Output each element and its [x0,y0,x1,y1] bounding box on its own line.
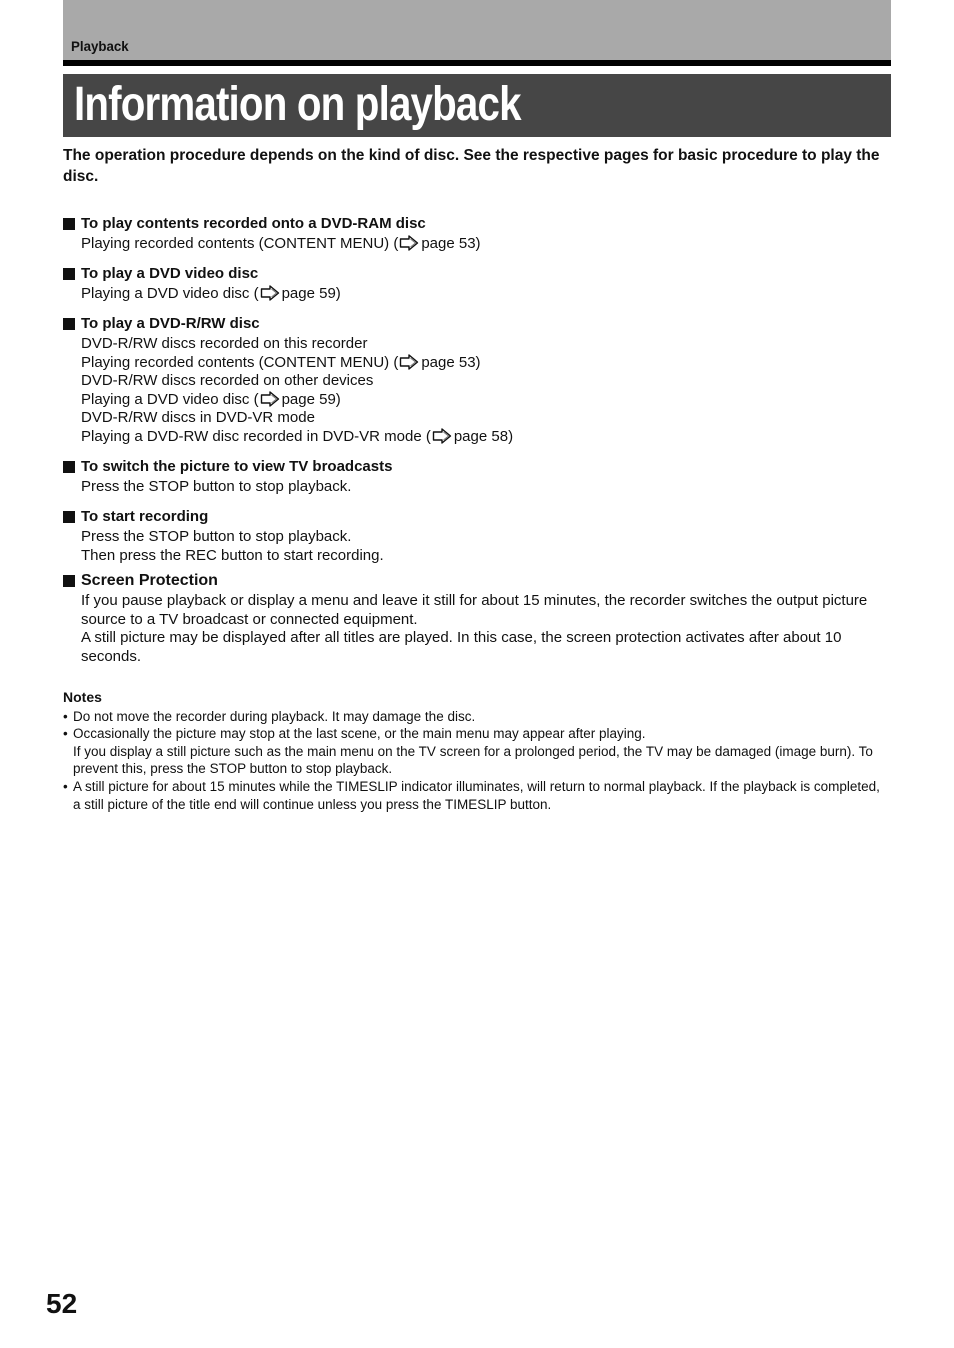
title-bar [63,74,891,137]
reference-line: Playing a DVD video disc ( page 59) [81,390,341,408]
note-item: • Do not move the recorder during playback. It may damage the disc. [63,708,476,724]
square-bullet-icon [63,218,75,230]
page-reference-arrow-icon [260,285,280,301]
square-bullet-icon [63,268,75,280]
notes-block [63,689,891,813]
reference-line: Playing recorded contents (CONTENT MENU) ( page 53) [81,353,481,371]
header-band [63,0,891,60]
page-title: Information on playback [74,78,521,131]
note-sub-text: If you display a still picture such as the main menu on the TV screen for a prolonged period, the TV may be damaged (image burn). To prevent this, press the STOP button to stop playback. [73,743,873,777]
page-number: 52 [46,1288,78,1319]
reference-line: Playing a DVD video disc ( page 59) [81,285,341,302]
body-line: DVD-R/RW discs recorded on other devices [81,372,374,389]
section-heading: To start recording [63,507,891,526]
body-paragraph: If you pause playback or display a menu and leave it still for about 15 minutes, the recorder switches the output picture source to a TV broadcast or connected equipment. [81,592,868,628]
section-start-recording [63,507,891,565]
square-bullet-icon [63,511,75,523]
note-item: • Occasionally the picture may stop at the last scene, or the main menu may appear after playing. If you display a still picture such as the main menu on the TV screen for a prolonged period, the TV may be damaged (image burn). To prevent this, press the STOP button to stop playback. [63,725,891,778]
section-dvd-video [63,264,891,304]
section-dvd-r-rw [63,314,891,446]
section-heading: To play a DVD video disc [63,264,891,283]
body-line: Press the STOP button to stop playback. [81,528,352,545]
square-bullet-icon [63,575,75,587]
section-heading: Screen Protection [63,571,891,590]
section-heading: To play contents recorded onto a DVD-RAM disc [63,214,891,233]
notes-title: Notes [63,689,102,705]
page-reference-arrow-icon [399,354,419,370]
body-line: DVD-R/RW discs recorded on this recorder [81,335,368,352]
reference-line: Playing recorded contents (CONTENT MENU) ( page 53) [81,235,481,252]
page-reference-arrow-icon [399,235,419,251]
section-heading: To play a DVD-R/RW disc [63,314,891,333]
intro-text: The operation procedure depends on the kind of disc. See the respective pages for basic procedure to play the disc. [63,147,880,185]
page-reference-arrow-icon [260,391,280,407]
square-bullet-icon [63,461,75,473]
section-screen-protection [63,571,891,666]
bullet-dot: • [63,778,68,794]
body-line: Press the STOP button to stop playback. [81,478,352,495]
bullet-dot: • [63,726,68,742]
section-label: Playback [71,38,129,54]
section-tv-broadcasts [63,457,891,497]
reference-line: Playing a DVD-RW disc recorded in DVD-VR mode ( page 58) [81,427,514,445]
body-line: DVD-R/RW discs in DVD-VR mode [81,409,315,426]
page-reference-arrow-icon [432,428,452,444]
body-paragraph: A still picture may be displayed after all titles are played. In this case, the screen protection activates after about 10 seconds. [81,629,842,665]
note-item: • A still picture for about 15 minutes while the TIMESLIP indicator illuminates, will return to normal playback. If the playback is completed, a still picture of the title end will continue unless you press the TIMESLIP button. [63,778,880,812]
section-heading: To switch the picture to view TV broadcasts [63,457,891,476]
square-bullet-icon [63,318,75,330]
bullet-dot: • [63,708,68,724]
body-line: Then press the REC button to start recording. [81,546,384,564]
header-rule [63,60,891,66]
section-dvd-ram [63,214,891,254]
